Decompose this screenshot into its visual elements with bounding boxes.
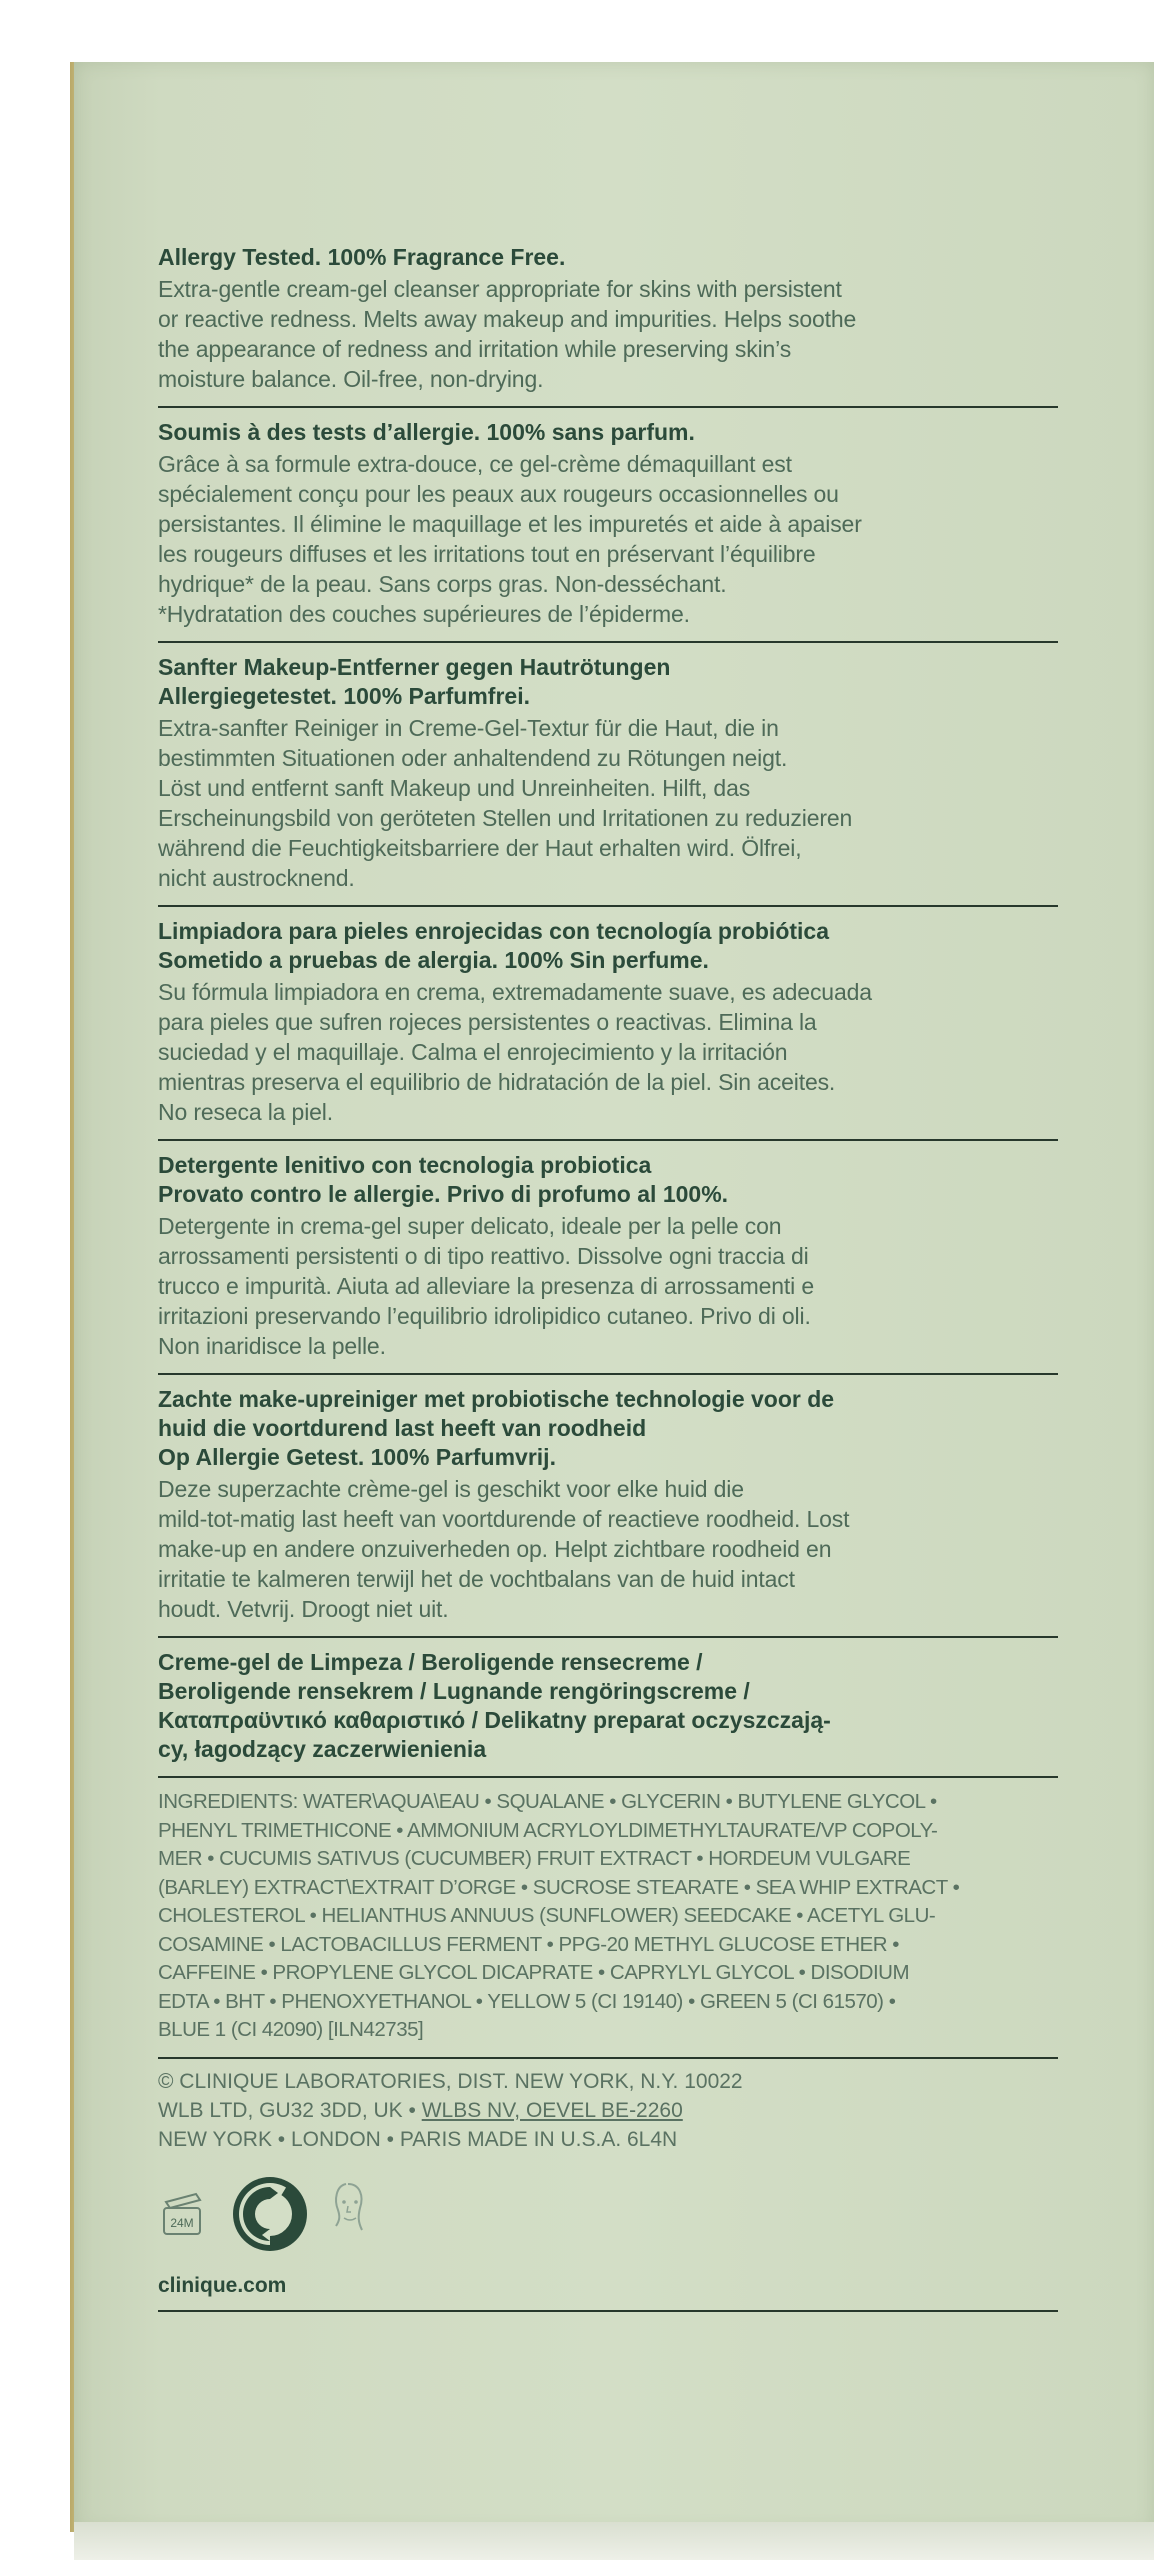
section-body-line: trucco e impurità. Aiuta ad alleviare la presenza di arrossamenti e: [158, 1273, 815, 1299]
section-body-line: Extra-sanfter Reiniger in Creme-Gel-Textur für die Haut, die in: [158, 715, 779, 741]
legal-line-1: © CLINIQUE LABORATORIES, DIST. NEW YORK, N.Y. 10022: [158, 2069, 743, 2093]
language-section: [158, 418, 1058, 643]
ingredients-line: INGREDIENTS: WATER\AQUA\EAU • SQUALANE • GLYCERIN • BUTYLENE GLYCOL •: [158, 1790, 937, 1813]
section-body-line: Löst und entfernt sanft Makeup und Unreinheiten. Hilft, das: [158, 775, 751, 801]
symbols-row: [158, 2168, 1058, 2260]
section-body-line: suciedad y el maquillaje. Calma el enrojecimiento y la irritación: [158, 1039, 788, 1065]
section-body-line: mild-tot-matig last heeft van voortdurende of reactieve roodheid. Lost: [158, 1506, 850, 1532]
section-body-line: spécialement conçu pour les peaux aux rougeurs occasionnelles ou: [158, 481, 839, 507]
section-heading: Limpiadora para pieles enrojecidas con tecnología probiótica: [158, 918, 829, 944]
ingredients-line: COSAMINE • LACTOBACILLUS FERMENT • PPG-20 METHYL GLUCOSE ETHER •: [158, 1932, 899, 1956]
language-section: [158, 243, 1058, 408]
section-body-line: persistantes. Il élimine le maquillage et les impuretés et aide à apaiser: [158, 511, 862, 537]
section-body-line: the appearance of redness and irritation while preserving skin’s: [158, 336, 792, 362]
legal-line-2: [158, 2098, 1058, 2123]
bottom-rule: [158, 2310, 1058, 2312]
section-body-line: Su fórmula limpiadora en crema, extremadamente suave, es adecuada: [158, 979, 872, 1005]
ingredients-line: PHENYL TRIMETHICONE • AMMONIUM ACRYLOYLDIMETHYLTAURATE/VP COPOLY-: [158, 1818, 938, 1842]
section-body-line: während die Feuchtigkeitsbarriere der Haut erhalten wird. Ölfrei,: [158, 835, 802, 861]
section-body-line: *Hydratation des couches supérieures de l’épiderme.: [158, 601, 690, 627]
ingredients-line: BLUE 1 (CI 42090) [ILN42735]: [158, 2018, 424, 2041]
section-heading: Sometido a pruebas de alergia. 100% Sin perfume.: [158, 947, 709, 973]
section-heading: Zachte make-upreiniger met probiotische technologie voor de: [158, 1386, 835, 1412]
legal-address-be: WLBS NV, OEVEL BE-2260: [421, 2098, 683, 2122]
box-bottom-edge: [74, 2522, 1154, 2560]
ingredients-line: (BARLEY) EXTRACT\EXTRAIT D’ORGE • SUCROSE STEARATE • SEA WHIP EXTRACT •: [158, 1875, 960, 1899]
ingredients-line: CAFFEINE • PROPYLENE GLYCOL DICAPRATE • CAPRYLYL GLYCOL • DISODIUM: [158, 1961, 910, 1984]
ingredients-block: [158, 1788, 1058, 2059]
ingredients-line: MER • CUCUMIS SATIVUS (CUCUMBER) FRUIT EXTRACT • HORDEUM VULGARE: [158, 1847, 911, 1870]
pao-label: 24M: [170, 2215, 194, 2230]
section-heading: Provato contro le allergie. Privo di profumo al 100%.: [158, 1181, 729, 1207]
section-heading: Καταπραϋντικό καθαριστικό / Delikatny preparat oczyszczają-: [158, 1707, 831, 1733]
language-section: [158, 653, 1058, 907]
section-heading: Allergy Tested. 100% Fragrance Free.: [158, 244, 566, 270]
section-body-line: moisture balance. Oil-free, non-drying.: [158, 366, 544, 392]
section-body-line: les rougeurs diffuses et les irritations tout en préservant l’équilibre: [158, 541, 816, 567]
section-heading: Sanfter Makeup-Entferner gegen Hautrötungen: [158, 654, 671, 680]
section-heading: Allergiegetestet. 100% Parfumfrei.: [158, 683, 530, 709]
language-section: [158, 1151, 1058, 1375]
section-body-line: make-up en andere onzuiverheden op. Helpt zichtbare roodheid en: [158, 1536, 832, 1562]
language-section: [158, 917, 1058, 1141]
section-body-line: nicht austrocknend.: [158, 865, 355, 891]
section-body-line: Erscheinungsbild von geröteten Stellen und Irritationen zu reduzieren: [158, 805, 853, 831]
language-section: [158, 1648, 1058, 1778]
section-heading: huid die voortdurend last heeft van roodheid: [158, 1415, 647, 1441]
language-sections: [158, 243, 1058, 1778]
section-heading: Beroligende rensekrem / Lugnande rengöringscreme /: [158, 1678, 750, 1704]
section-body-line: No reseca la piel.: [158, 1099, 333, 1125]
section-heading: cy, łagodzący zaczerwienienia: [158, 1736, 487, 1762]
section-body-line: bestimmten Situationen oder anhaltendend zu Rötungen neigt.: [158, 745, 788, 771]
section-body-line: Extra-gentle cream-gel cleanser appropriate for skins with persistent: [158, 276, 842, 302]
language-section: [158, 1385, 1058, 1638]
ingredients-line: EDTA • BHT • PHENOXYETHANOL • YELLOW 5 (CI 19140) • GREEN 5 (CI 61570) •: [158, 1989, 896, 2013]
section-body-line: hydrique* de la peau. Sans corps gras. Non-desséchant.: [158, 571, 727, 597]
legal-address-uk: WLB LTD, GU32 3DD, UK •: [158, 2098, 422, 2122]
section-heading: Soumis à des tests d’allergie. 100% sans parfum.: [158, 419, 695, 445]
section-body-line: arrossamenti persistenti o di tipo reattivo. Dissolve ogni traccia di: [158, 1243, 809, 1269]
face-test-icon: [328, 2180, 372, 2247]
section-body-line: Deze superzachte crème-gel is geschikt voor elke huid die: [158, 1476, 744, 1502]
section-body-line: houdt. Vetvrij. Droogt niet uit.: [158, 1596, 449, 1622]
section-heading: Detergente lenitivo con tecnologia probiotica: [158, 1152, 652, 1178]
package-text: [158, 243, 1058, 2312]
green-dot-recycle-icon: [230, 2174, 310, 2259]
section-body-line: irritatie te kalmeren terwijl het de vochtbalans van de huid intact: [158, 1566, 795, 1592]
section-body-line: Non inaridisce la pelle.: [158, 1333, 386, 1359]
section-body-line: Detergente in crema-gel super delicato, ideale per la pelle con: [158, 1213, 782, 1239]
section-body-line: mientras preserva el equilibrio de hidratación de la piel. Sin aceites.: [158, 1069, 836, 1095]
legal-line-3: NEW YORK • LONDON • PARIS MADE IN U.S.A. 6L4N: [158, 2127, 678, 2151]
section-body-line: Grâce à sa formule extra-douce, ce gel-crème démaquillant est: [158, 451, 792, 477]
ingredients-line: CHOLESTEROL • HELIANTHUS ANNUUS (SUNFLOWER) SEEDCAKE • ACETYL GLU-: [158, 1904, 936, 1927]
legal-block: [158, 2069, 1058, 2152]
section-body-line: irritazioni preservando l’equilibrio idrolipidico cutaneo. Privo di oli.: [158, 1303, 811, 1329]
section-body-line: para pieles que sufren rojeces persistentes o reactivas. Elimina la: [158, 1009, 817, 1035]
section-heading: Creme-gel de Limpeza / Beroligende rensecreme /: [158, 1649, 703, 1675]
section-heading: Op Allergie Getest. 100% Parfumvrij.: [158, 1444, 556, 1470]
section-body-line: or reactive redness. Melts away makeup and impurities. Helps soothe: [158, 306, 857, 332]
pao-jar-icon: [160, 2190, 206, 2243]
website-url: clinique.com: [158, 2273, 287, 2297]
